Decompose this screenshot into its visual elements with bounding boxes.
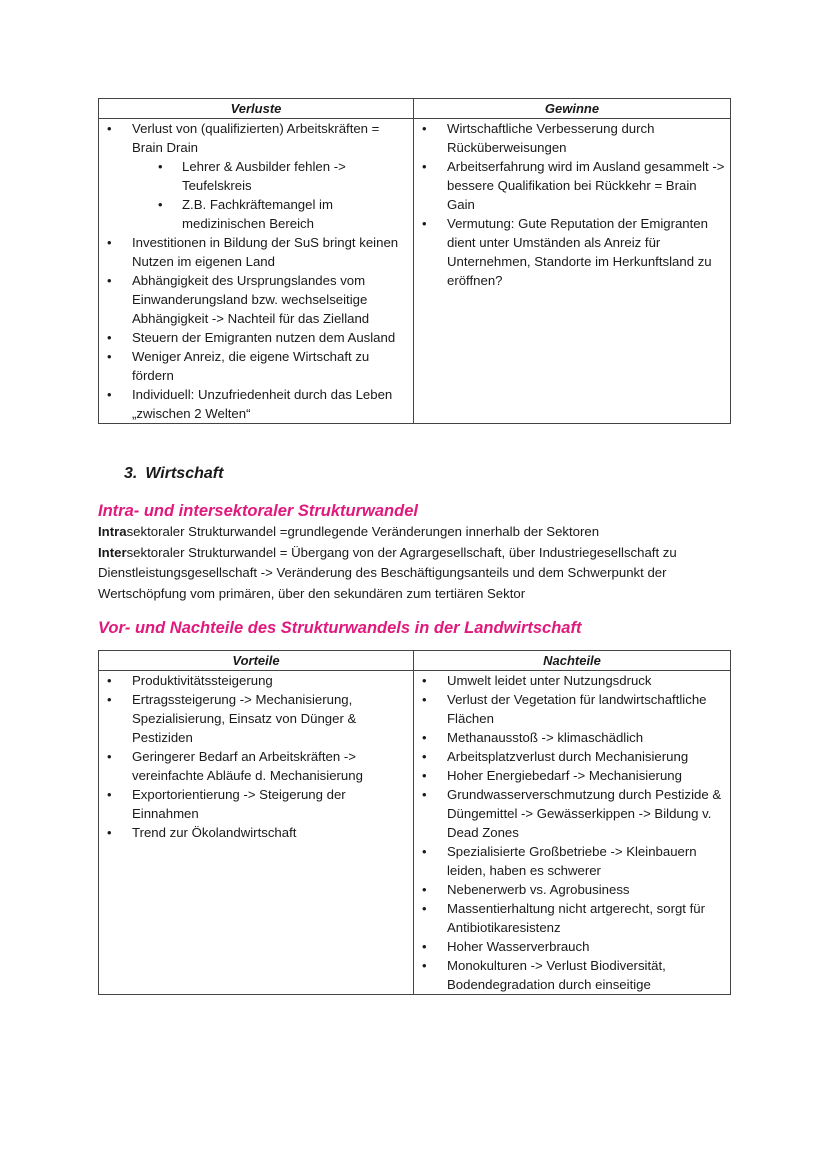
section-number: 3.	[124, 465, 138, 482]
list-item: • Exportorientierung -> Steigerung der Einnahmen	[99, 785, 413, 823]
nachteile-cell	[414, 671, 731, 995]
intrasektoral-paragraph: Intrasektoraler Strukturwandel =grundlegende Veränderungen innerhalb der Sektoren	[98, 524, 600, 539]
list-item: • Grundwasserverschmutzung durch Pestizide & Düngemittel -> Gewässerkippen -> Bildung v. Dead Zones	[414, 785, 730, 842]
list-item: • Nebenerwerb vs. Agrobusiness	[414, 880, 730, 899]
list-item: • Geringerer Bedarf an Arbeitskräften -> vereinfachte Abläufe d. Mechanisierung	[99, 747, 413, 785]
sub-list-item: • Lehrer & Ausbilder fehlen -> Teufelskreis	[132, 157, 409, 195]
sub-list-item: • Z.B. Fachkräftemangel im medizinischen Bereich	[132, 195, 409, 233]
sub-list	[132, 157, 409, 233]
nachteile-list	[414, 671, 730, 994]
list-item: • Ertragssteigerung -> Mechanisierung, Spezialisierung, Einsatz von Dünger & Pestiziden	[99, 690, 413, 747]
list-item: • Weniger Anreiz, die eigene Wirtschaft zu fördern	[99, 347, 413, 385]
heading-strukturwandel: Intra- und intersektoraler Strukturwandel	[98, 502, 418, 520]
section-title: Wirtschaft	[145, 465, 224, 482]
verluste-list	[99, 119, 413, 423]
intersektoral-paragraph: Intersektoraler Strukturwandel = Übergang von der Agrargesellschaft, über Industriegesellschaft zu Dienstleistungsgesellschaft -> Veränderung des Beschäftigungsanteils und dem Schwerpunkt der Wertschöpfung vom primären, über den sekundären zum tertiären Sektor	[98, 544, 677, 601]
list-item: • Arbeitserfahrung wird im Ausland gesammelt -> bessere Qualifikation bei Rückkehr = Brain Gain	[414, 157, 730, 214]
list-item: • Arbeitsplatzverlust durch Mechanisierung	[414, 747, 730, 766]
verluste-gewinne-table	[98, 98, 731, 424]
list-item: • Individuell: Unzufriedenheit durch das Leben „zwischen 2 Welten“	[99, 385, 413, 423]
list-item: • Verlust der Vegetation für landwirtschaftliche Flächen	[414, 690, 730, 728]
list-item: • Umwelt leidet unter Nutzungsdruck	[414, 671, 730, 690]
document-page	[98, 98, 730, 995]
verluste-header: Verluste	[99, 99, 414, 119]
list-item: • Abhängigkeit des Ursprungslandes vom Einwanderungsland bzw. wechselseitige Abhängigkeit -> Nachteil für das Zielland	[99, 271, 413, 328]
vorteile-list	[99, 671, 413, 842]
list-item: • Steuern der Emigranten nutzen dem Ausland	[99, 328, 413, 347]
vorteile-cell	[99, 671, 414, 995]
list-item: • Verlust von (qualifizierten) Arbeitskräften = Brain Drain • Lehrer & Ausbilder fehlen -> Teufelskreis • Z.B. Fachkräftemangel im medizinischen Bereich	[99, 119, 413, 233]
section-heading	[124, 464, 730, 484]
list-item: • Spezialisierte Großbetriebe -> Kleinbauern leiden, haben es schwerer	[414, 842, 730, 880]
list-item: • Produktivitätssteigerung	[99, 671, 413, 690]
heading-vor-nachteile: Vor- und Nachteile des Strukturwandels in der Landwirtschaft	[98, 619, 582, 637]
vorteile-header: Vorteile	[99, 651, 414, 671]
verluste-cell	[99, 119, 414, 424]
gewinne-cell	[414, 119, 731, 424]
list-item: • Vermutung: Gute Reputation der Emigranten dient unter Umständen als Anreiz für Unternehmen, Standorte im Herkunftsland zu eröffnen?	[414, 214, 730, 290]
list-item: • Trend zur Ökolandwirtschaft	[99, 823, 413, 842]
list-item: • Monokulturen -> Verlust Biodiversität, Bodendegradation durch einseitige	[414, 956, 730, 994]
gewinne-list	[414, 119, 730, 290]
list-item: • Methanausstoß -> klimaschädlich	[414, 728, 730, 747]
list-item: • Hoher Energiebedarf -> Mechanisierung	[414, 766, 730, 785]
vorteile-nachteile-table	[98, 650, 731, 995]
list-item: • Wirtschaftliche Verbesserung durch Rücküberweisungen	[414, 119, 730, 157]
list-item: • Investitionen in Bildung der SuS bringt keinen Nutzen im eigenen Land	[99, 233, 413, 271]
nachteile-header: Nachteile	[414, 651, 731, 671]
list-item: • Massentierhaltung nicht artgerecht, sorgt für Antibiotikaresistenz	[414, 899, 730, 937]
gewinne-header: Gewinne	[414, 99, 731, 119]
list-item: • Hoher Wasserverbrauch	[414, 937, 730, 956]
